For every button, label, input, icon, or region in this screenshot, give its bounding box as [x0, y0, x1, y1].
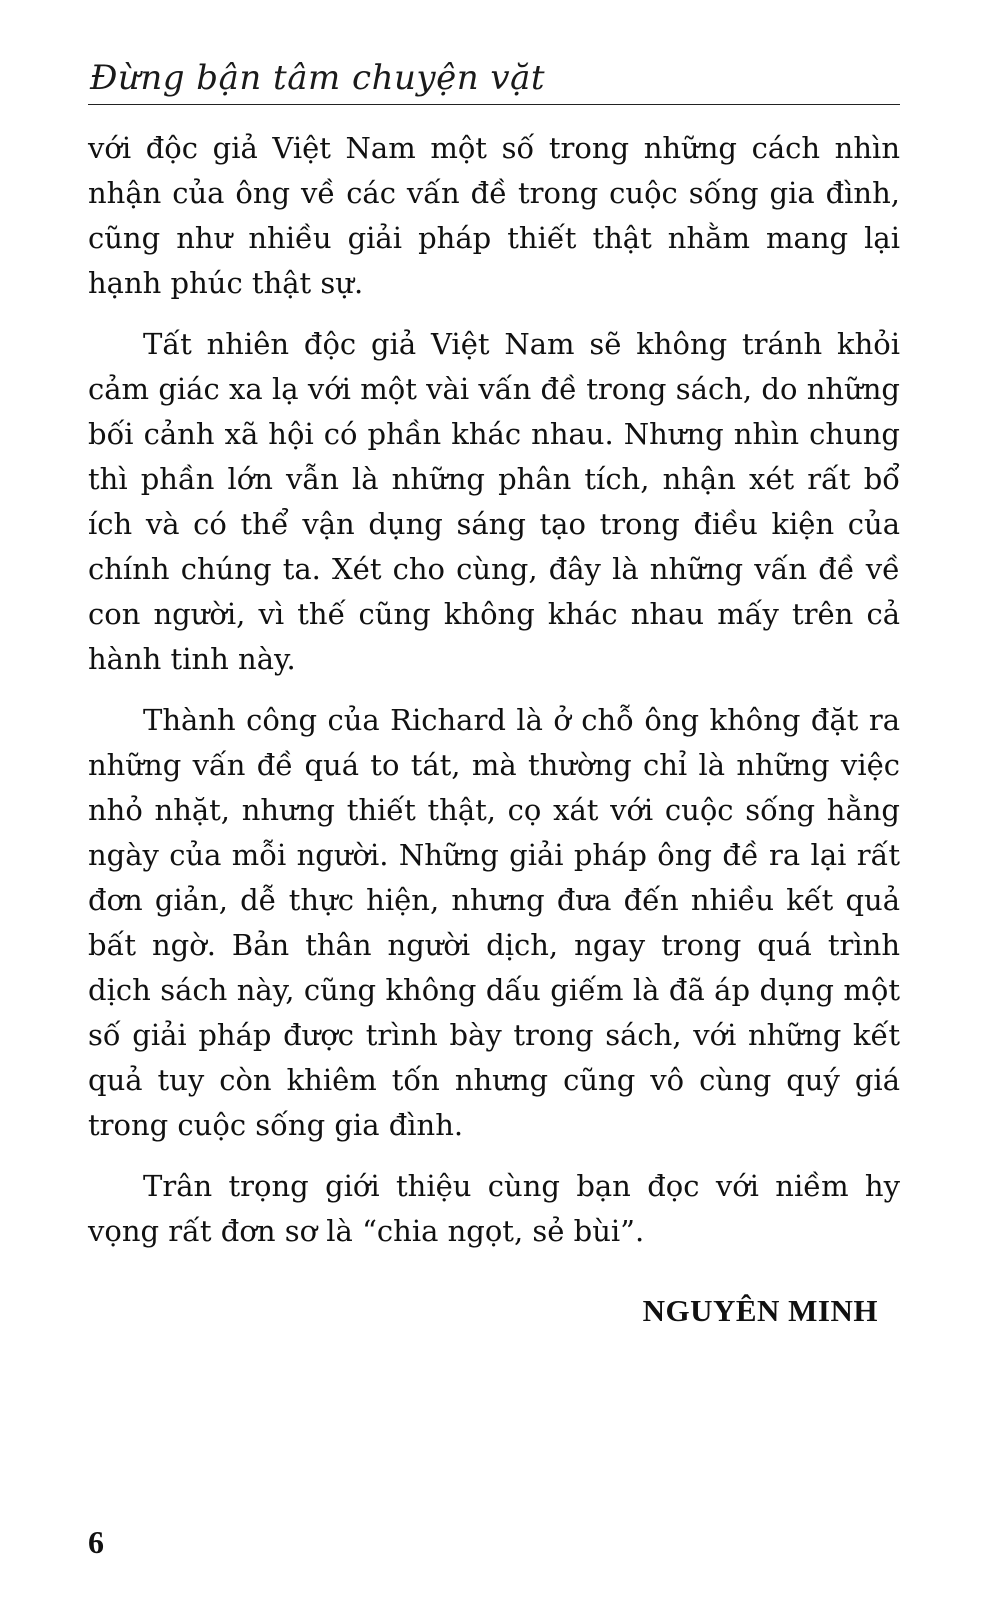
paragraph: Thành công của Richard là ở chỗ ông không đặt ra những vấn đề quá to tát, mà thường chỉ là những việc nhỏ nhặt, nhưng thiết thật, cọ xát với cuộc sống hằng ngày của mỗi người. Những giải pháp ông đề ra lại rất đơn giản, dễ thực hiện, nhưng đưa đến nhiều kết quả bất ngờ. Bản thân người dịch, ngay trong quá trình dịch sách này, cũng không dấu giếm là đã áp dụng một số giải pháp được trình bày trong sách, với những kết quả tuy còn khiêm tốn nhưng cũng vô cùng quý giá trong cuộc sống gia đình. — [88, 703, 900, 1142]
body-text — [88, 126, 900, 1270]
paragraph: Trân trọng giới thiệu cùng bạn đọc với niềm hy vọng rất đơn sơ là “chia ngọt, sẻ bùi”. — [88, 1169, 900, 1248]
running-header — [88, 52, 900, 105]
page-number: 6 — [88, 1524, 104, 1560]
translator-signature: NGUYÊN MINH — [642, 1293, 878, 1328]
paragraph-continued: với độc giả Việt Nam một số trong những cách nhìn nhận của ông về các vấn đề trong cuộc sống gia đình, cũng như nhiều giải pháp thiết thật nhằm mang lại hạnh phúc thật sự. — [88, 131, 900, 300]
paragraph: Tất nhiên độc giả Việt Nam sẽ không tránh khỏi cảm giác xa lạ với một vài vấn đề trong sách, do những bối cảnh xã hội có phần khác nhau. Nhưng nhìn chung thì phần lớn vẫn là những phân tích, nhận xét rất bổ ích và có thể vận dụng sáng tạo trong điều kiện của chính chúng ta. Xét cho cùng, đây là những vấn đề về con người, vì thế cũng không khác nhau mấy trên cả hành tinh này. — [88, 327, 900, 676]
book-title: Đừng bận tâm chuyện vặt — [90, 58, 546, 98]
